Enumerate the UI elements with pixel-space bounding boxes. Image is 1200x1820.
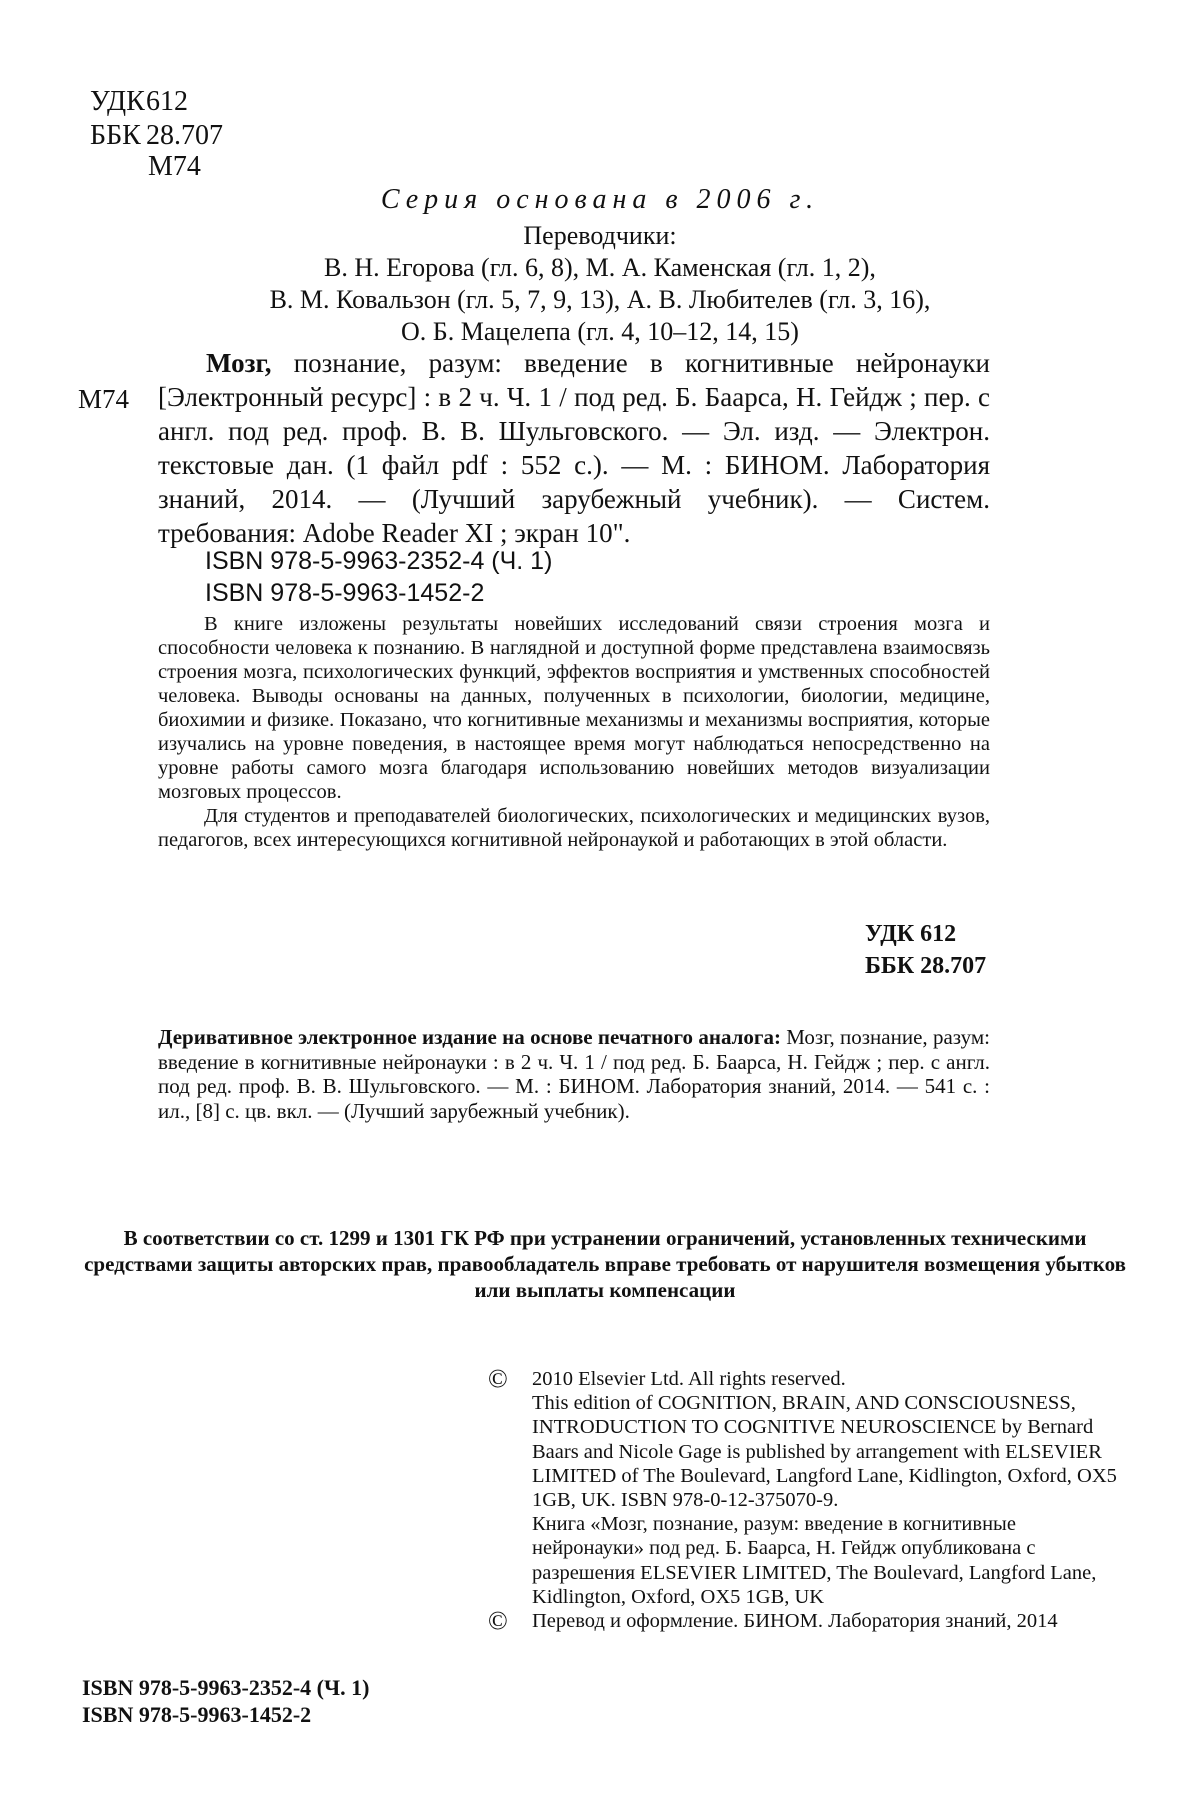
isbn-bottom-line: ISBN 978-5-9963-2352-4 (Ч. 1)	[82, 1675, 370, 1700]
derivative-heading: Деривативное электронное издание на основе печатного аналога:	[158, 1025, 781, 1049]
udk-value: 612	[146, 86, 188, 117]
copyright-translation	[488, 1606, 1128, 1636]
copyright-icon: ©	[488, 1606, 508, 1636]
abstract-paragraph: В книге изложены результаты новейших исследований связи строения мозга и способности человека к познанию. В наглядной и доступной форме представлена взаимосвязь строения мозга, психологических функций, эффектов восприятия и умственных способностей человека. Выводы основаны на данных, полученных в психологии, биологии, медицине, биохимии и физике. Показано, что когнитивные механизмы и механизмы восприятия, которые изучались на уровне поведения, в настоящее время могут наблюдаться непосредственно на уровне работы самого мозга благодаря использованию новейших методов визуализации мозговых процессов.	[158, 613, 990, 803]
isbn-line: ISBN 978-5-9963-1452-2	[205, 579, 485, 607]
translators-line: О. Б. Мацелепа (гл. 4, 10–12, 14, 15)	[401, 317, 799, 346]
bibliographic-record	[158, 346, 990, 550]
author-sign: М74	[148, 151, 201, 182]
series-note: Серия основана в 2006 г.	[380, 184, 820, 215]
bbk-bottom-line: ББК 28.707	[865, 953, 987, 979]
copyright-original-text: 2010 Elsevier Ltd. All rights reserved. This edition of COGNITION, BRAIN, AND CONSCIOUSNESS, INTRODUCTION TO COGNITIVE NEUROSCIENCE by Bernard Baars and Nicole Gage is published by arrangement with ELSEVIER LIMITED of The Boulevard, Langford Lane, Kidlington, Oxford, OX5 1GB, UK. ISBN 978-0-12-375070-9. Книга «Мозг, познание, разум: введение в когнитивные нейронауки» под ред. Б. Баарса, Н. Гейдж опубликована с разрешения ELSEVIER LIMITED, The Boulevard, Langford Lane, Kidlington, Oxford, OX5 1GB, UK	[532, 1368, 1117, 1608]
copyright-icon: ©	[488, 1364, 508, 1393]
translators-heading: Переводчики:	[523, 221, 677, 250]
copyright-block	[488, 1364, 1128, 1636]
legal-notice: В соответствии со ст. 1299 и 1301 ГК РФ при устранении ограничений, установленных техническими средствами защиты авторских прав, правообладатель вправе требовать от нарушителя возмещения убытков или выплаты компенсации	[84, 1226, 1126, 1302]
abstract-paragraph: Для студентов и преподавателей биологических, психологических и медицинских вузов, педагогов, всех интересующихся когнитивной нейронаукой и работающих в этой области.	[158, 805, 990, 851]
derivative-note	[158, 1025, 990, 1123]
book-title: Мозг,	[206, 348, 272, 378]
isbn-bottom-block	[82, 1674, 369, 1728]
classification-bottom	[865, 918, 986, 982]
translators-line: В. Н. Егорова (гл. 6, 8), М. А. Каменская (гл. 1, 2),	[324, 253, 876, 282]
translators-line: В. М. Ковальзон (гл. 5, 7, 9, 13), А. В. Любителев (гл. 3, 16),	[269, 285, 931, 314]
isbn-bottom-line: ISBN 978-5-9963-1452-2	[82, 1702, 312, 1727]
copyright-original	[488, 1364, 1128, 1609]
biblio-author-sign: М74	[78, 384, 130, 414]
copyright-translation-text: Перевод и оформление. БИНОМ. Лаборатория знаний, 2014	[532, 1610, 1058, 1633]
bbk-label: ББК	[90, 120, 141, 151]
udk-bottom-line: УДК 612	[865, 921, 957, 947]
isbn-line: ISBN 978-5-9963-2352-4 (Ч. 1)	[205, 547, 553, 575]
bibliographic-text: познание, разум: введение в когнитивные нейронауки [Электронный ресурс] : в 2 ч. Ч. 1 / под ред. Б. Баарса, Н. Гейдж ; пер. с англ. под ред. проф. В. В. Шульговского. — Эл. изд. — Электрон. текстовые дан. (1 файл pdf : 552 с.). — М. : БИНОМ. Лаборатория знаний, 2014. — (Лучший зарубежный учебник). — Систем. требования: Adobe Reader XI ; экран 10".	[158, 348, 990, 548]
bbk-value: 28.707	[146, 120, 223, 151]
derivative-text: Мозг, познание, разум: введение в когнитивные нейронауки : в 2 ч. Ч. 1 / под ред. Б. Баарса, Н. Гейдж ; пер. с англ. под ред. проф. В. В. Шульговского. — М. : БИНОМ. Лаборатория знаний, 2014. — 541 с. : ил., [8] с. цв. вкл. — (Лучший зарубежный учебник).	[158, 1025, 990, 1123]
isbn-block	[205, 545, 552, 609]
udk-label: УДК	[90, 86, 145, 117]
classification-block	[90, 85, 223, 153]
abstract	[158, 612, 990, 852]
translators-block	[160, 220, 1040, 348]
